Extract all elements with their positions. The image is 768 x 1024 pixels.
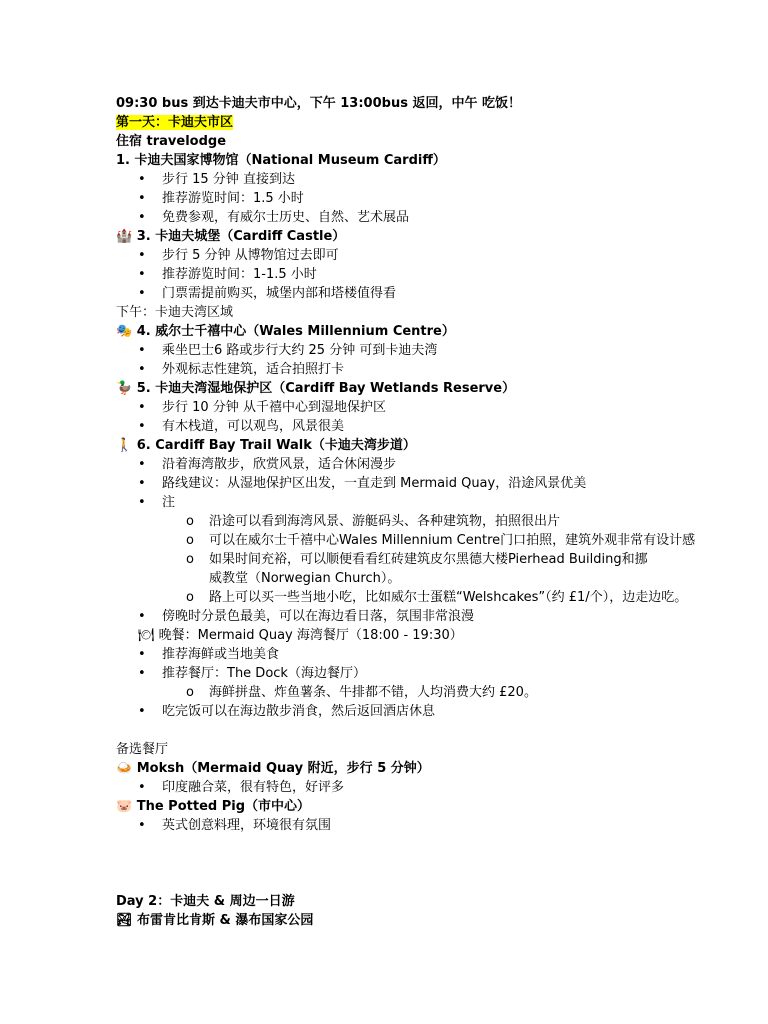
sub-bullet-icon: o — [186, 685, 194, 700]
bullet-icon: • — [138, 457, 146, 472]
bullet-icon: • — [138, 666, 146, 681]
stop-1-title: 1. 卡迪夫国家博物馆（National Museum Cardiff） — [116, 153, 446, 168]
stop-6-tip: 沿途可以看到海湾风景、游艇码头、各种建筑物，拍照很出片 — [209, 514, 561, 529]
alt-restaurant-title: 🍛 Moksh（Mermaid Quay 附近，步行 5 分钟） — [116, 761, 430, 776]
stop-6-tip: 如果时间充裕，可以顺便看看红砖建筑皮尔黑德大楼Pierhead Building和挪威教堂（Norwegian Church）。 — [209, 552, 648, 586]
dinner-detail: 吃完饭可以在海边散步消食，然后返回酒店休息 — [162, 704, 436, 719]
sub-bullet-icon: o — [186, 552, 194, 567]
stop-5-title: 🦆 5. 卡迪夫湾湿地保护区（Cardiff Bay Wetlands Reserve） — [116, 381, 516, 396]
day1-heading — [116, 113, 233, 132]
arrival-note: 09:30 bus 到达卡迪夫市中心，下午 13:00bus 返回，中午 吃饭！ — [116, 96, 521, 111]
stop-6-detail: 沿着海湾散步，欣赏风景，适合休闲漫步 — [162, 457, 397, 472]
bullet-icon: • — [138, 210, 146, 225]
dinner-title: 🍽 晚餐：Mermaid Quay 海湾餐厅（18:00 - 19:30） — [138, 628, 463, 643]
hotel-line: 住宿 travelodge — [116, 134, 227, 149]
stop-6-detail: 注 — [162, 495, 176, 510]
sub-bullet-icon: o — [186, 514, 194, 529]
bullet-icon: • — [138, 267, 146, 282]
bullet-icon: • — [138, 172, 146, 187]
alt-restaurant-title: 🐷 The Potted Pig（市中心） — [116, 799, 311, 814]
stop-3-detail: 步行 5 分钟 从博物馆过去即可 — [162, 248, 339, 263]
day2-heading: Day 2：卡迪夫 & 周边一日游 — [116, 894, 295, 909]
day2-subheading: 🏞 布雷肯比肯斯 & 瀑布国家公园 — [116, 913, 314, 928]
sub-bullet-icon: o — [186, 590, 194, 605]
stop-5-detail: 有木栈道，可以观鸟，风景很美 — [162, 419, 345, 434]
stop-4-detail: 外观标志性建筑，适合拍照打卡 — [162, 362, 345, 377]
bullet-icon: • — [138, 400, 146, 415]
bullet-icon: • — [138, 419, 146, 434]
dinner-tip: 海鲜拼盘、炸鱼薯条、牛排都不错，人均消费大约 £20。 — [209, 685, 537, 700]
stop-5-detail: 步行 10 分钟 从千禧中心到湿地保护区 — [162, 400, 386, 415]
alt-restaurant-detail: 英式创意料理，环境很有氛围 — [162, 818, 332, 833]
stop-1-detail: 步行 15 分钟 直接到达 — [162, 172, 295, 187]
bullet-icon: • — [138, 495, 146, 510]
stop-1-detail: 推荐游览时间：1.5 小时 — [162, 191, 304, 206]
bullet-icon: • — [138, 476, 146, 491]
stop-3-detail: 门票需提前购买，城堡内部和塔楼值得看 — [162, 286, 397, 301]
alt-restaurant-detail: 印度融合菜，很有特色，好评多 — [162, 780, 345, 795]
sub-bullet-icon: o — [186, 533, 194, 548]
bullet-icon: • — [138, 647, 146, 662]
stop-4-detail: 乘坐巴士6 路或步行大约 25 分钟 可到卡迪夫湾 — [162, 343, 438, 358]
day1-heading-highlight: 第一天：卡迪夫市区 — [116, 115, 234, 130]
bullet-icon: • — [138, 609, 146, 624]
stop-6-tip: 路上可以买一些当地小吃，比如威尔士蛋糕“Welshcakes”（约 £1/个），边走边吃。 — [209, 590, 688, 605]
stop-6-detail: 路线建议：从湿地保护区出发，一直走到 Mermaid Quay，沿途风景优美 — [162, 476, 587, 491]
alt-restaurants-heading: 备选餐厅 — [116, 742, 169, 757]
bullet-icon: • — [138, 343, 146, 358]
stop-1-detail: 免费参观，有威尔士历史、自然、艺术展品 — [162, 210, 410, 225]
bullet-icon: • — [138, 191, 146, 206]
stop-3-detail: 推荐游览时间：1-1.5 小时 — [162, 267, 317, 282]
stop-3-title: 🏰 3. 卡迪夫城堡（Cardiff Castle） — [116, 229, 346, 244]
afternoon-heading: 下午：卡迪夫湾区域 — [116, 305, 234, 320]
stop-6-tip: 可以在威尔士千禧中心Wales Millennium Centre门口拍照，建筑外观非常有设计感 — [209, 533, 696, 548]
bullet-icon: • — [138, 818, 146, 833]
bullet-icon: • — [138, 286, 146, 301]
stop-6-title: 🚶 6. Cardiff Bay Trail Walk（卡迪夫湾步道） — [116, 438, 416, 453]
dinner-detail: 推荐海鲜或当地美食 — [162, 647, 280, 662]
bullet-icon: • — [138, 248, 146, 263]
bullet-icon: • — [138, 704, 146, 719]
bullet-icon: • — [138, 780, 146, 795]
dinner-detail: 推荐餐厅：The Dock（海边餐厅） — [162, 666, 366, 681]
bullet-icon: • — [138, 362, 146, 377]
stop-4-title: 🎭 4. 威尔士千禧中心（Wales Millennium Centre） — [116, 324, 455, 339]
stop-6-detail: 傍晚时分景色最美，可以在海边看日落，氛围非常浪漫 — [162, 609, 475, 624]
